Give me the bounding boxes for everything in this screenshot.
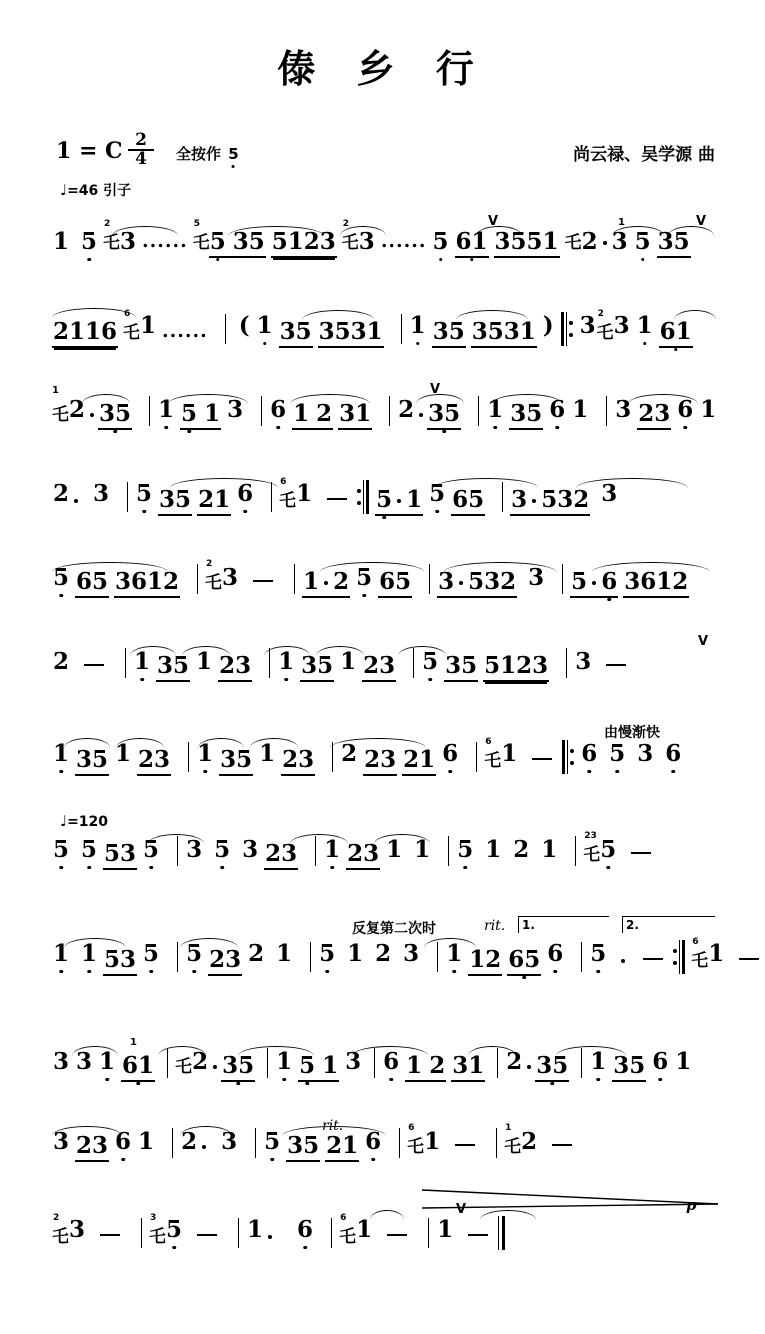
music-line-3 — [52, 382, 717, 456]
time-signature-numerator: 2 — [128, 132, 154, 151]
expression-second-time-rit: 反复第二次时 — [352, 921, 436, 937]
music-line-5 — [52, 559, 716, 624]
repeat-start-barline — [561, 312, 573, 346]
music-line-10-notes: 3 3 1 61 乇2 35 1 5 1 3 6 1 2 31 2 35 1 35 6 1 — [52, 1048, 716, 1108]
repeat-end-barline — [673, 940, 685, 974]
volta-bracket-2 — [622, 916, 715, 933]
expression-rit-1: rit. — [484, 918, 506, 934]
breath-mark: V — [430, 382, 441, 397]
volta-bracket-1 — [518, 916, 609, 933]
music-line-6-notes: 2 1 35 1 23 1 35 1 23 5 35 5123 3 — [52, 648, 716, 708]
repeat-end-barline — [357, 480, 369, 514]
page-title: 傣 乡 行 — [277, 46, 488, 91]
breath-mark: V — [488, 214, 499, 229]
music-line-8 — [52, 831, 716, 896]
music-line-10 — [52, 1037, 716, 1108]
quarter-note-icon: ♩ — [60, 181, 68, 199]
volta-2-label: 2. — [626, 918, 639, 932]
fingering-instruction — [176, 143, 241, 164]
music-line-2-notes: 2116 6 乇1 ...... ( 1 35 3531 1 35 3531 ) 3 2 乇3 1 61 — [52, 312, 716, 372]
quarter-note-icon-2: ♩ — [60, 812, 68, 830]
volta-1-label: 1. — [522, 918, 535, 932]
slur — [480, 1210, 536, 1220]
tempo-marking-2-text: =120 — [67, 814, 109, 830]
finger-number: 1 — [618, 217, 625, 228]
expression-rit-2: rit. — [322, 1118, 344, 1134]
music-line-11-notes: 3 23 6 1 2 3 5 35 21 6 6 乇1 1 乇2 — [52, 1128, 716, 1188]
music-line-6 — [52, 634, 716, 708]
music-line-1-notes: 1 5 2 乇3 ...... 5 乇5 35 5123 2 乇3 ...... 5 61 3551 乇2 3 5 35 — [52, 228, 716, 288]
diminuendo-hairpin — [422, 1188, 722, 1210]
music-line-12-notes: 2 乇3 3 乇5 1 6 6 乇1 1 — [52, 1216, 716, 1276]
expression-gradually-faster: 由慢渐快 — [604, 725, 660, 741]
music-line-7 — [52, 737, 716, 800]
final-barline — [498, 1216, 506, 1250]
repeat-start-barline — [562, 740, 574, 774]
music-line-5-notes: 5 65 3612 2 乇3 1 2 5 65 3 532 3 5 6 3612 — [52, 564, 716, 624]
tempo-marking-1 — [60, 180, 131, 200]
fingering-instruction-note: 5 — [228, 145, 239, 163]
slur — [370, 1210, 404, 1220]
tempo-marking-2 — [60, 812, 108, 830]
breath-mark: V — [456, 1202, 467, 1217]
music-line-9-notes: 1 1 53 5 5 23 2 1 5 1 2 3 1 12 65 6 5 6 乇1 — [52, 940, 716, 1000]
music-line-4-notes: 2 3 5 35 21 6 6 乇1 5 1 5 65 3 532 3 — [52, 480, 716, 540]
fingering-instruction-label: 全按作 — [176, 145, 222, 163]
music-line-4 — [52, 477, 716, 540]
time-signature-denominator: 4 — [135, 149, 147, 170]
tempo-marking-1-text: =46 引子 — [67, 183, 132, 199]
music-line-2 — [52, 309, 716, 372]
finger-number: 1 — [52, 385, 59, 396]
music-line-12 — [52, 1202, 716, 1276]
finger-number: 1 — [130, 1037, 137, 1048]
music-line-3-notes: 乇2 35 1 5 1 3 6 1 2 31 2 35 1 35 6 1 3 23 6 1 — [52, 396, 716, 456]
key-signature: 1 = C — [56, 138, 123, 164]
music-line-1 — [52, 214, 716, 288]
music-line-8-notes: 5 5 53 5 3 5 3 23 1 23 1 1 5 1 2 1 23 乇5 — [52, 836, 716, 896]
breath-mark: V — [696, 214, 707, 229]
music-line-7-notes: 1 35 1 23 1 35 1 23 2 23 21 6 6 乇1 6 5 3 6 — [52, 740, 716, 800]
breath-mark: V — [698, 634, 709, 649]
time-signature — [128, 132, 154, 169]
composer-credit: 尚云禄、吴学源 曲 — [573, 145, 715, 165]
